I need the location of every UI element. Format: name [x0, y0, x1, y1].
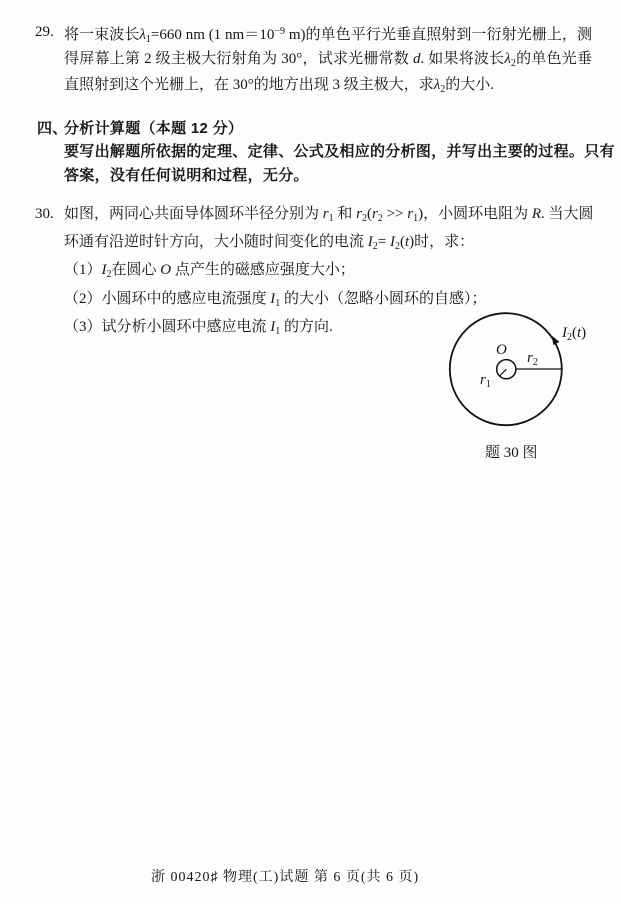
section-4-label: 四、: [37, 120, 68, 137]
question-30-number: 30.: [35, 206, 54, 222]
question-30-item-3: （3）试分析小圆环中感应电流 $I_1$ 的方向.: [64, 318, 333, 337]
question-29-line-1: 将一束波长$\lambda_1=660$ nm (1 $nm=10^{-9}$ m)的单色平行光垂直照射到一衍射光栅上，测: [64, 26, 592, 45]
figure-label-r2: $r_2$: [527, 350, 538, 368]
question-29-line-2: 得屏幕上第 2 级主极大衍射角为 30°，试求光栅常数 d. 如果将波长$\lambda_2$的单色光垂: [64, 50, 592, 69]
current-direction-arrow: [552, 336, 560, 345]
question-30-line-2: 环通有沿逆时针方向，大小随时间变化的电流 $I_2= I_2(t)$时，求：: [64, 234, 475, 253]
question-29: [35, 19, 592, 99]
figure-label-r1: $r_1$: [480, 372, 491, 390]
question-29-line-3: 直照射到这个光栅上，在 30°的地方出现 3 级主极大，求$\lambda_2$的大小.: [64, 77, 495, 96]
question-29-number: 29.: [35, 24, 54, 40]
question-30-line-1: 如图，两同心共面导体圆环半径分别为 $r_1$ 和 $r_2(r_2 >> r_1)$，小圆环电阻为 R. 当大圆: [64, 206, 594, 224]
figure-label-center-O: O: [496, 342, 507, 358]
question-29-text: [64, 19, 592, 99]
section-4-heading: [37, 117, 615, 187]
section-4-instructions-line-2: 答案，没有任何说明和过程，无分。: [64, 166, 309, 184]
section-4-instructions-line-1: 要写出解题所依据的定理、定律、公式及相应的分析图，并写出主要的过程。只有: [64, 143, 615, 161]
radius-line-r1: [500, 369, 507, 376]
figure-label-current-I2t: $I_2(t)$: [562, 325, 587, 343]
page-footer: 浙 00420♯ 物理(工)试题 第 6 页(共 6 页): [151, 870, 420, 885]
question-30-item-2: （2）小圆环中的感应电流强度 $I_1$ 的大小（忽略小圆环的自感）；: [64, 290, 487, 309]
section-4-title: 分析计算题（本题 12 分）: [64, 120, 244, 137]
question-30-item-1: $(1)I_2$在圆心 O 点产生的磁感应强度大小；: [64, 262, 355, 281]
figure-caption: 题 30 图: [485, 445, 538, 461]
section-4-text: [64, 117, 615, 187]
figure-concentric-rings: [440, 305, 572, 433]
